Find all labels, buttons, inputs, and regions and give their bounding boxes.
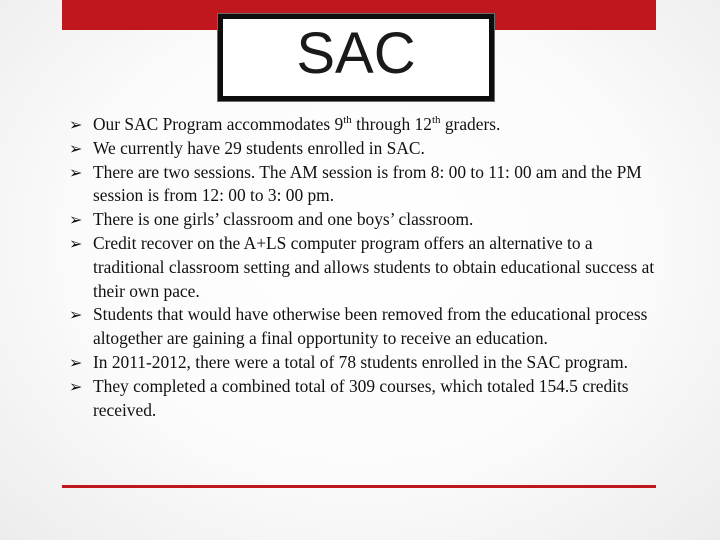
arrow-bullet-icon: ➢ — [69, 352, 83, 372]
arrow-bullet-icon: ➢ — [69, 376, 83, 396]
arrow-bullet-icon: ➢ — [69, 233, 83, 253]
ordinal-suffix: th — [343, 114, 352, 127]
bullet-text: They completed a combined total of 309 courses, which totaled 154.5 credits received. — [93, 375, 629, 420]
bullet-item — [66, 351, 658, 375]
bullet-text: Students that would have otherwise been removed from the educational process altogether are gaining a final opportunity to receive an education. — [93, 304, 648, 349]
bullet-text: There is one girls’ classroom and one boys’ classroom. — [93, 209, 474, 230]
slide-title: SAC — [296, 21, 416, 86]
bullet-item — [66, 113, 658, 137]
arrow-bullet-icon: ➢ — [69, 138, 83, 158]
bullet-text: Our SAC Program accommodates 9th through 12th graders. — [93, 114, 501, 134]
bullet-text: In 2011-2012, there were a total of 78 students enrolled in the SAC program. — [93, 351, 628, 372]
title-box — [218, 14, 494, 101]
bullet-text: There are two sessions. The AM session is from 8: 00 to 11: 00 am and the PM session is from 12: 00 to 3: 00 pm. — [93, 161, 642, 206]
bullet-item — [66, 303, 658, 351]
bullet-list — [66, 113, 658, 422]
bullet-item — [66, 161, 658, 209]
bullet-text: We currently have 29 students enrolled in SAC. — [93, 137, 425, 158]
arrow-bullet-icon: ➢ — [69, 305, 83, 325]
bullet-item — [66, 208, 658, 232]
arrow-bullet-icon: ➢ — [69, 210, 83, 230]
bullet-item — [66, 137, 658, 161]
arrow-bullet-icon: ➢ — [69, 162, 83, 182]
bullet-item — [66, 375, 658, 423]
bottom-accent-line — [62, 485, 656, 488]
bullet-text: Credit recover on the A+LS computer program offers an alternative to a traditional classroom setting and allows students to obtain educational success at their own pace. — [93, 232, 655, 301]
arrow-bullet-icon: ➢ — [69, 115, 83, 134]
ordinal-suffix: th — [431, 114, 441, 127]
bullet-item — [66, 232, 658, 303]
